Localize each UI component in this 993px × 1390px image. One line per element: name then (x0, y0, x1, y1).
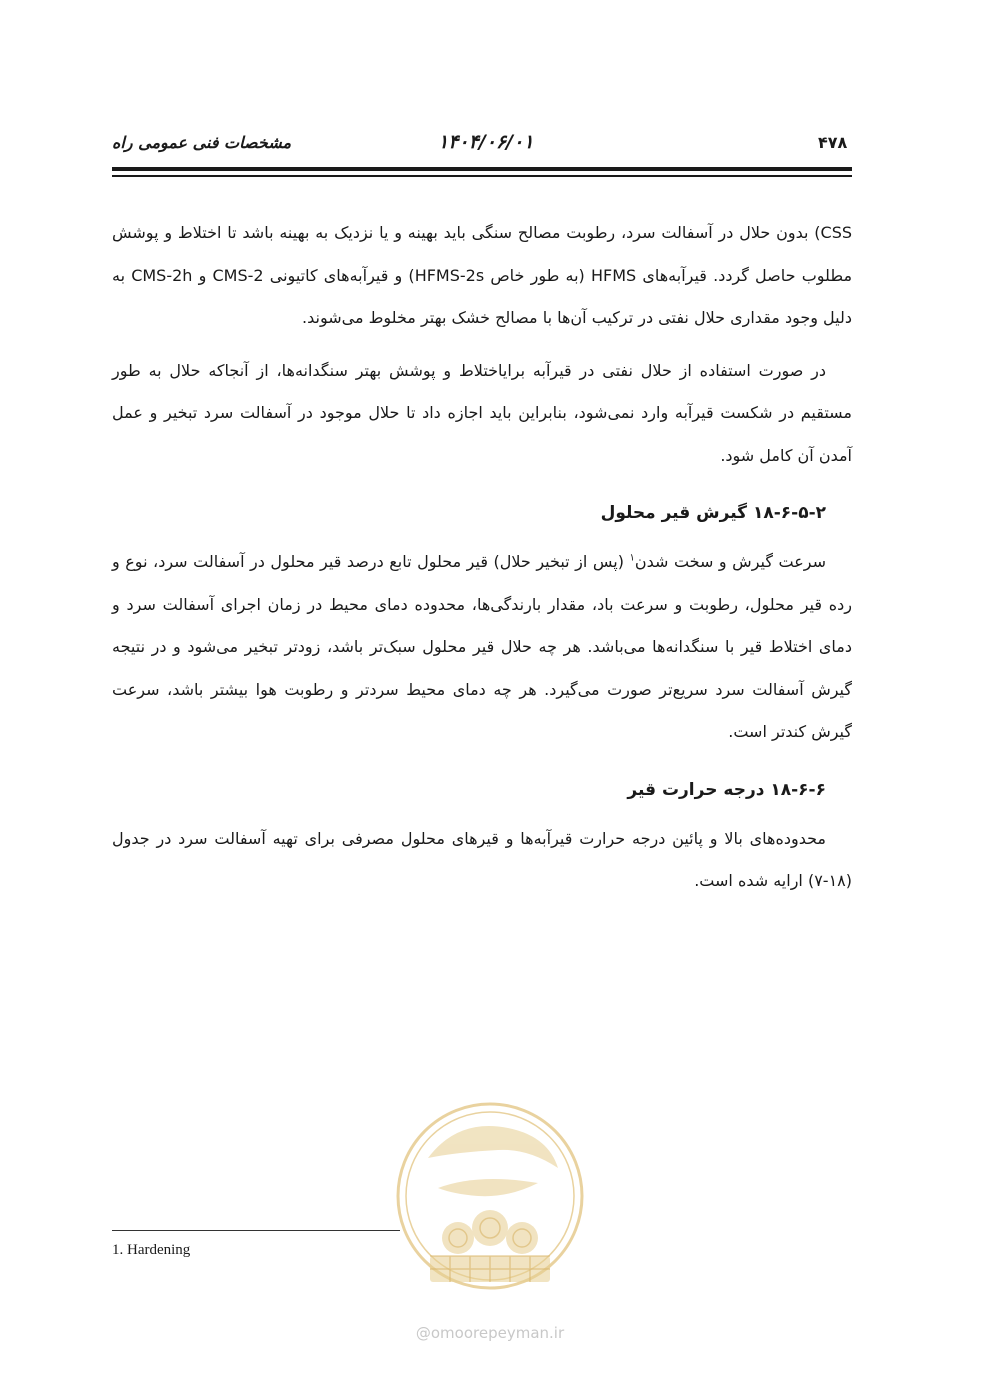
header-date: ۱۴۰۴/۰۶/۰۱ (438, 131, 534, 153)
paragraph-2: در صورت استفاده از حلال نفتی در قیرآبه برایاختلاط و پوشش بهتر سنگدانه‌ها، از آنجاکه حلال به طور مستقیم در شکست قیرآبه وارد نمی‌شود، بنابراین باید اجازه داد تا حلال موجود در آسفالت سرد تبخیر و عمل آمدن آن کامل شود. (112, 360, 852, 465)
paragraph-3 (112, 541, 852, 754)
watermark-logo (388, 1088, 593, 1348)
section-heading-bitumen-temperature: ۱۸-۶-۶ درجه حرارت قیر (627, 779, 826, 800)
footnote-text: 1. Hardening (112, 1242, 191, 1258)
watermark-site: @omoorepeyman.ir (415, 1324, 565, 1342)
header-title: مشخصات فنی عمومی راه (112, 133, 292, 152)
page-number: ۴۷۸ (818, 133, 848, 152)
section-heading-bitumen-curing: ۱۸-۶-۵-۲ گیرش قیر محلول (600, 503, 826, 523)
paragraph-3-start: سرعت گیرش و سخت شدن (634, 552, 827, 571)
footnote-rule (112, 1230, 400, 1231)
paragraph-4: محدوده‌های بالا و پائین درجه حرارت قیرآبه‌ها و قیرهای محلول مصرفی برای تهیه آسفالت سرد در جدول (۱۸-۷) ارایه شده است. (112, 828, 852, 890)
paragraph-1: CSS) بدون حلال در آسفالت سرد، رطوبت مصالح سنگی باید بهینه و یا نزدیک به بهینه باشد تا اختلاط و پوشش مطلوب حاصل گردد. قیرآبه‌های HFMS (به طور خاص HFMS-2s) و قیرآبه‌های کاتیونی CMS-2 و CMS-2h به دلیل وجود مقداری حلال نفتی در ترکیب آن‌ها با مصالح خشک بهتر مخلوط می‌شوند. (112, 223, 853, 327)
page-header (0, 125, 993, 165)
paragraph-3-rest: (پس از تبخیر حلال) قیر محلول تابع درصد قیر محلول در آسفالت سرد، نوع و رده قیر محلول، رطوبت و سرعت باد، مقدار بارندگی‌ها، محدوده دمای محیط در زمان اجرای آسفالت سرد و دمای اختلاط قیر با سنگدانه‌ها می‌باشد. هر چه حلال قیر محلول سبک‌تر باشد، زودتر تبخیر می‌شود و در نتیجه گیرش آسفالت سرد سریع‌تر صورت می‌گیرد. هر چه دمای محیط سردتر و رطوبت هوا بیشتر باشد، سرعت گیرش کندتر است. (112, 552, 852, 741)
header-rule-thin (112, 175, 852, 177)
footnote-marker: ۱ (629, 552, 635, 564)
document-body (112, 212, 852, 913)
header-rule-thick (112, 167, 852, 171)
